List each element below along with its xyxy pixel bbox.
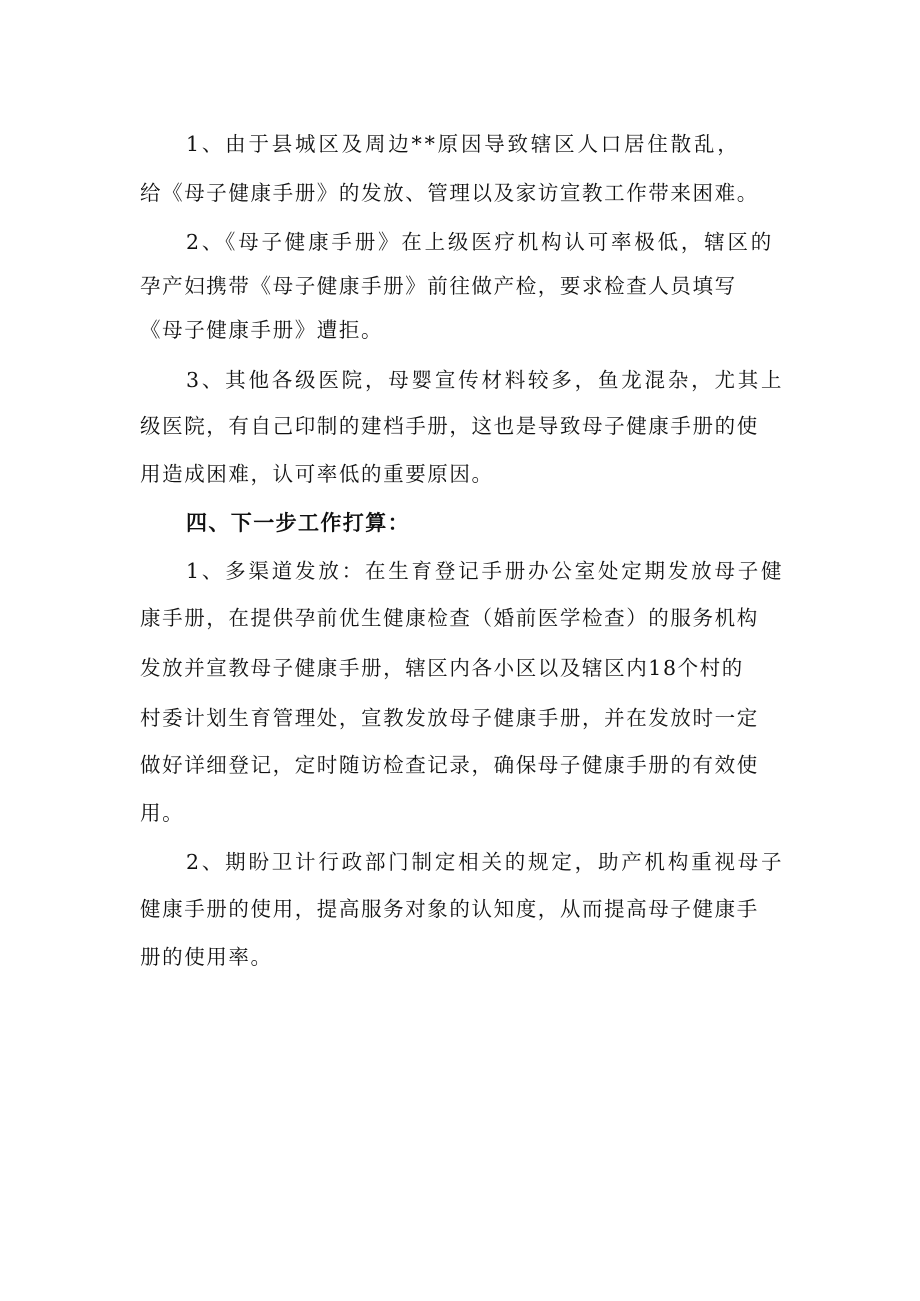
paragraph-4-1-line-4: 村委计划生育管理处，宣教发放母子健康手册，并在发放时一定 <box>140 706 759 730</box>
paragraph-3-2-line-2: 孕产妇携带《母子健康手册》前往做产检，要求检查人员填写 <box>140 274 737 298</box>
paragraph-4-1-line-6: 用。 <box>140 801 185 825</box>
paragraph-3-2-line-3: 《母子健康手册》遭拒。 <box>140 318 384 342</box>
paragraph-4-1-line-3: 发放并宣教母子健康手册，辖区内各小区以及辖区内18个村的 <box>140 656 744 680</box>
paragraph-4-1-line-1: 1、多渠道发放：在生育登记手册办公室处定期发放母子健 <box>186 559 785 583</box>
paragraph-3-3-line-3: 用造成困难，认可率低的重要原因。 <box>140 462 494 486</box>
paragraph-3-2-line-1: 2、《母子健康手册》在上级医疗机构认可率极低，辖区的 <box>186 230 775 254</box>
section-heading: 四、下一步工作打算： <box>186 511 410 535</box>
paragraph-3-3-line-2: 级医院，有自己印制的建档手册，这也是导致母子健康手册的使 <box>140 414 759 438</box>
paragraph-4-1-line-2: 康手册，在提供孕前优生健康检查（婚前医学检查）的服务机构 <box>140 606 759 630</box>
paragraph-4-2-line-3: 册的使用率。 <box>140 945 273 969</box>
paragraph-3-1-line-1: 1、由于县城区及周边**原因导致辖区人口居住散乱， <box>186 132 741 156</box>
paragraph-4-2-line-2: 健康手册的使用，提高服务对象的认知度，从而提高母子健康手 <box>140 897 759 921</box>
paragraph-4-1-line-5: 做好详细登记，定时随访检查记录，确保母子健康手册的有效使 <box>140 753 759 777</box>
paragraph-3-1-line-2: 给《母子健康手册》的发放、管理以及家访宣教工作带来困难。 <box>140 181 759 205</box>
paragraph-3-3-line-1: 3、其他各级医院，母婴宣传材料较多，鱼龙混杂，尤其上 <box>186 368 785 392</box>
paragraph-4-2-line-1: 2、期盼卫计行政部门制定相关的规定，助产机构重视母子 <box>186 850 785 874</box>
